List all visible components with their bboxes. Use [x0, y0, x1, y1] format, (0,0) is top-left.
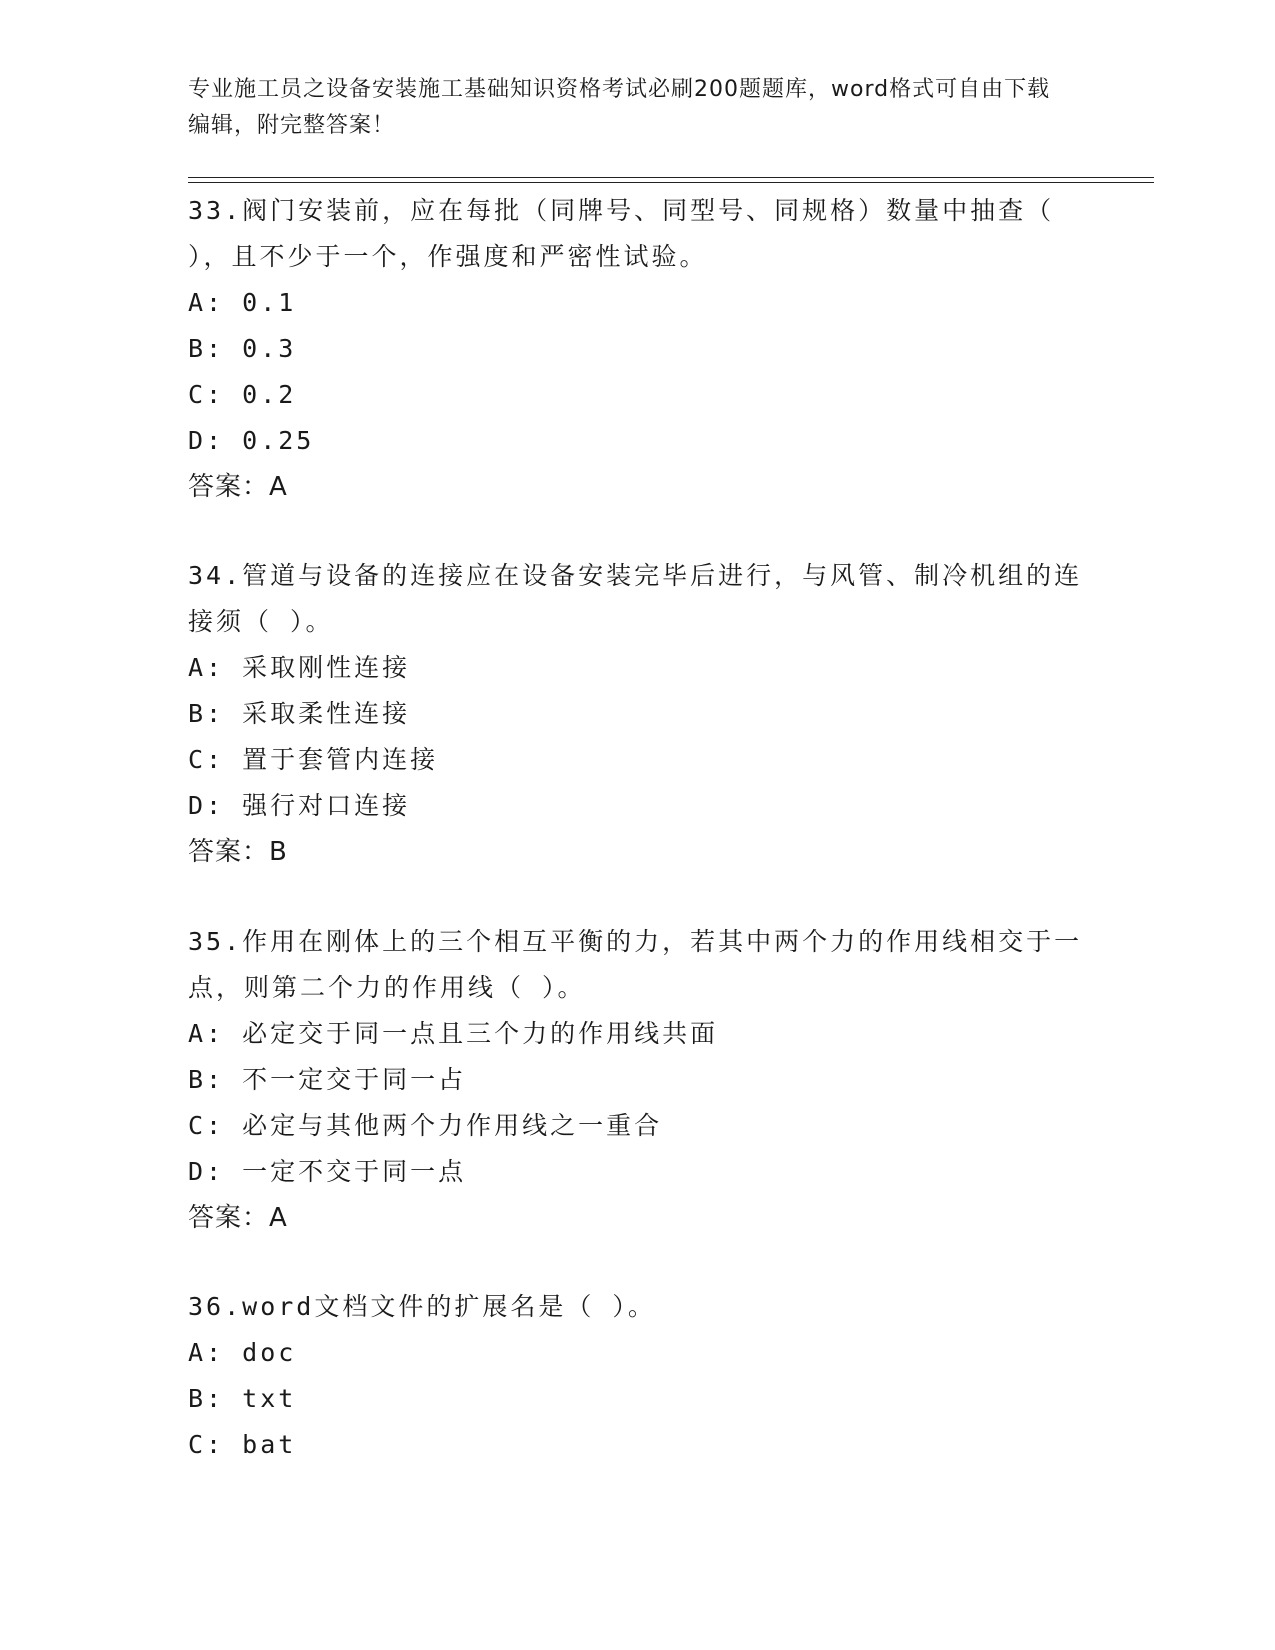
question-34 [188, 553, 1088, 875]
question-text: 36.word文档文件的扩展名是（ ）。 [188, 1292, 656, 1321]
option-a: A: 0.1 [188, 288, 297, 317]
question-33 [188, 188, 1088, 510]
question-36 [188, 1284, 1088, 1468]
answer: 答案：A [188, 472, 288, 502]
option-b: B: 采取柔性连接 [188, 699, 411, 728]
question-text: 35.作用在刚体上的三个相互平衡的力，若其中两个力的作用线相交于一点，则第二个力的作用线（ ）。 [188, 927, 1083, 1002]
option-d: D: 强行对口连接 [188, 791, 411, 820]
question-text: 34.管道与设备的连接应在设备安装完毕后进行，与风管、制冷机组的连接须（ ）。 [188, 561, 1083, 636]
answer: 答案：B [188, 837, 288, 867]
header-divider-bottom [188, 182, 1154, 183]
option-c: C: bat [188, 1430, 297, 1459]
option-d: D: 一定不交于同一点 [188, 1157, 467, 1186]
document-header: 专业施工员之设备安装施工基础知识资格考试必刷200题题库，word格式可自由下载编辑，附完整答案！ [188, 77, 1051, 138]
option-a: A: 采取刚性连接 [188, 653, 411, 682]
option-a: A: doc [188, 1338, 297, 1367]
option-a: A: 必定交于同一点且三个力的作用线共面 [188, 1019, 719, 1048]
answer: 答案：A [188, 1203, 288, 1233]
question-35 [188, 919, 1088, 1241]
option-b: B: 不一定交于同一占 [188, 1065, 467, 1094]
header-divider-top [188, 177, 1154, 178]
option-b: B: txt [188, 1384, 297, 1413]
option-d: D: 0.25 [188, 426, 315, 455]
option-b: B: 0.3 [188, 334, 297, 363]
option-c: C: 置于套管内连接 [188, 745, 439, 774]
option-c: C: 必定与其他两个力作用线之一重合 [188, 1111, 663, 1140]
option-c: C: 0.2 [188, 380, 297, 409]
question-text: 33.阀门安装前，应在每批（同牌号、同型号、同规格）数量中抽查（ ），且不少于一个，作强度和严密性试验。 [188, 196, 1055, 271]
